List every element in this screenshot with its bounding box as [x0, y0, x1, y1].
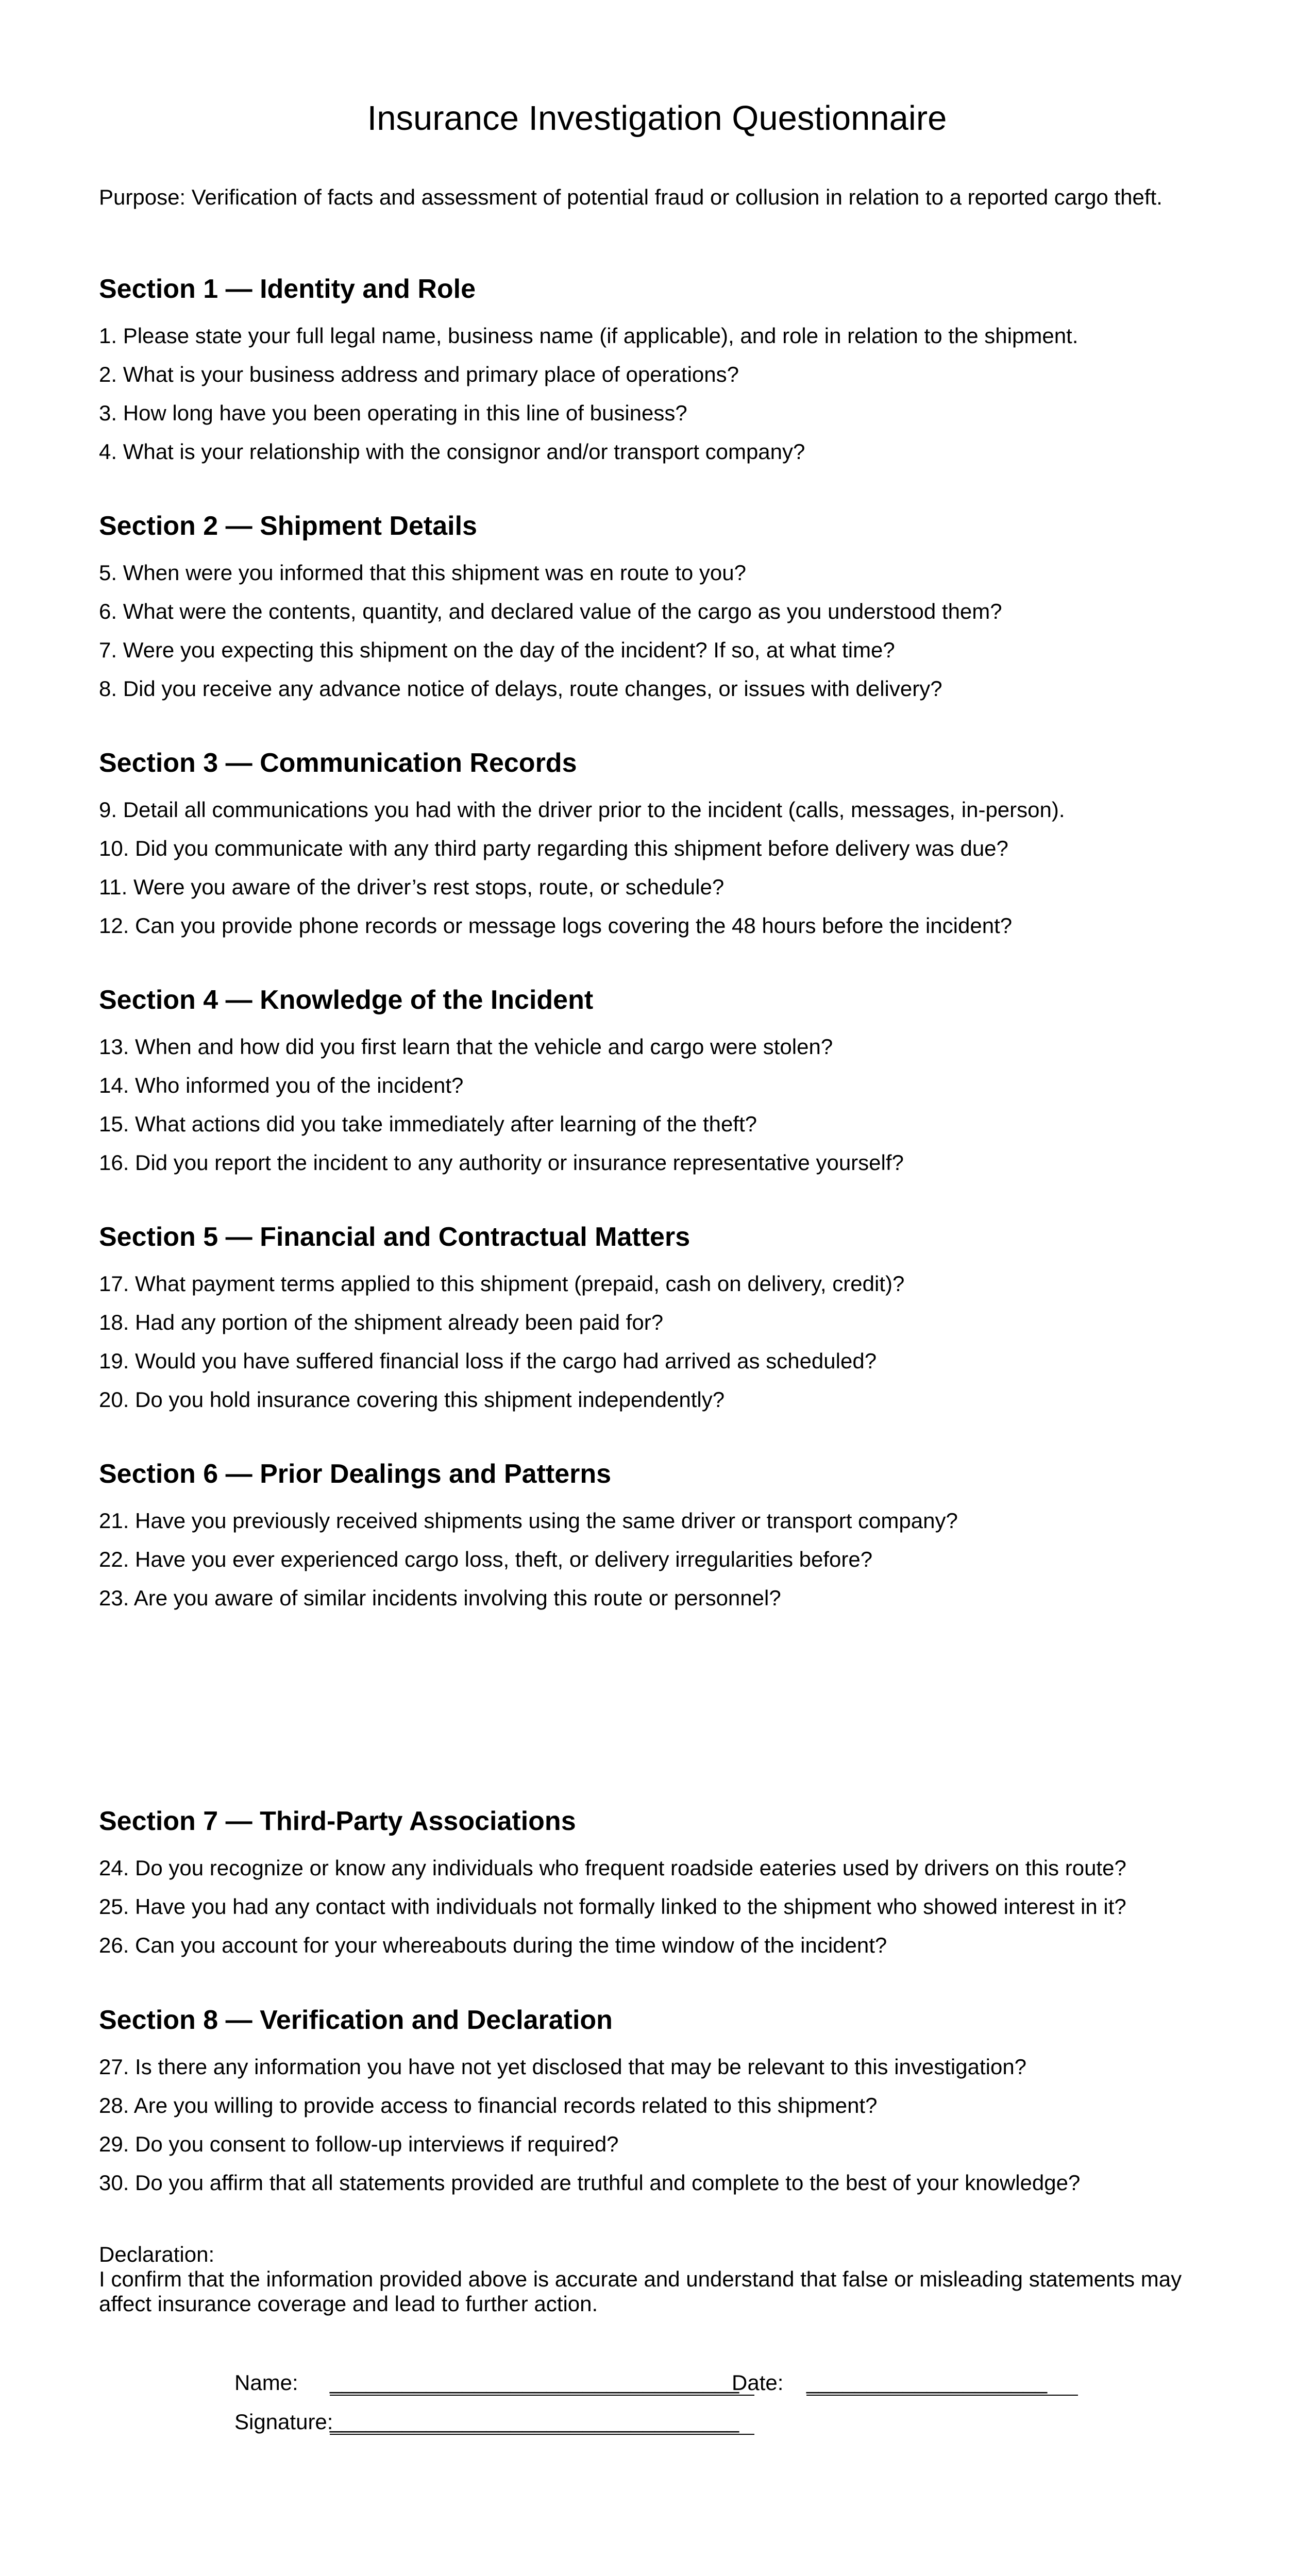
- question-item: 20. Do you hold insurance covering this shipment independently?: [99, 1387, 725, 1412]
- question-list: [99, 1027, 1217, 1182]
- signature-label: Signature:: [234, 2410, 333, 2434]
- question-list: [99, 2047, 1217, 2202]
- question-item: 9. Detail all communications you had with the driver prior to the incident (calls, messages, in-person).: [99, 798, 1065, 822]
- name-field[interactable]: __________________________________: [330, 2369, 754, 2396]
- question-item: 26. Can you account for your whereabouts during the time window of the incident?: [99, 1933, 887, 1958]
- question-item: 29. Do you consent to follow-up interviews if required?: [99, 2132, 619, 2157]
- question-item: 15. What actions did you take immediately after learning of the theft?: [99, 1112, 757, 1137]
- question-item: 16. Did you report the incident to any authority or insurance representative yourself?: [99, 1150, 904, 1175]
- question-item: 24. Do you recognize or know any individuals who frequent roadside eateries used by drivers on this route?: [99, 1856, 1126, 1880]
- section-heading: Section 3 — Communication Records: [99, 748, 577, 778]
- document-title: Insurance Investigation Questionnaire: [367, 99, 947, 138]
- question-list: [99, 790, 1217, 945]
- section-prior-dealings: [99, 1458, 1217, 1617]
- question-item: 17. What payment terms applied to this shipment (prepaid, cash on delivery, credit)?: [99, 1272, 905, 1296]
- question-item: 25. Have you had any contact with individuals not formally linked to the shipment who showed interest in it?: [99, 1894, 1126, 1919]
- section-knowledge-of-incident: [99, 984, 1217, 1182]
- question-list: [99, 553, 1217, 708]
- question-item: 28. Are you willing to provide access to financial records related to this shipment?: [99, 2093, 878, 2118]
- question-item: 22. Have you ever experienced cargo loss, theft, or delivery irregularities before?: [99, 1547, 873, 1572]
- section-shipment-details: [99, 510, 1217, 708]
- section-identity-and-role: [99, 273, 1217, 471]
- question-item: 27. Is there any information you have not yet disclosed that may be relevant to this investigation?: [99, 2055, 1027, 2079]
- question-item: 19. Would you have suffered financial loss if the cargo had arrived as scheduled?: [99, 1349, 877, 1374]
- question-item: 2. What is your business address and primary place of operations?: [99, 362, 739, 387]
- section-heading: Section 6 — Prior Dealings and Patterns: [99, 1459, 612, 1489]
- declaration-block: [99, 2242, 1217, 2316]
- section-heading: Section 4 — Knowledge of the Incident: [99, 985, 594, 1015]
- question-item: 30. Do you affirm that all statements provided are truthful and complete to the best of your knowledge?: [99, 2171, 1081, 2195]
- declaration-text: I confirm that the information provided above is accurate and understand that false or misleading statements may affect insurance coverage and lead to further action.: [99, 2267, 1182, 2316]
- section-heading: Section 2 — Shipment Details: [99, 511, 477, 541]
- signature-field[interactable]: __________________________________: [330, 2408, 754, 2435]
- question-list: [99, 1501, 1217, 1617]
- section-heading: Section 5 — Financial and Contractual Matters: [99, 1222, 690, 1252]
- question-list: [99, 316, 1217, 471]
- purpose-statement: Purpose: Verification of facts and assessment of potential fraud or collusion in relation to a reported cargo theft.: [99, 185, 1163, 209]
- question-list: [99, 1264, 1217, 1419]
- question-item: 8. Did you receive any advance notice of delays, route changes, or issues with delivery?: [99, 676, 942, 701]
- question-item: 13. When and how did you first learn that the vehicle and cargo were stolen?: [99, 1035, 833, 1059]
- question-item: 10. Did you communicate with any third party regarding this shipment before delivery was due?: [99, 836, 1008, 861]
- section-third-party-associations: [99, 1805, 1217, 1964]
- question-list: [99, 1849, 1217, 1964]
- question-item: 7. Were you expecting this shipment on the day of the incident? If so, at what time?: [99, 638, 895, 663]
- question-item: 5. When were you informed that this shipment was en route to you?: [99, 561, 747, 585]
- question-item: 4. What is your relationship with the consignor and/or transport company?: [99, 439, 805, 464]
- question-item: 14. Who informed you of the incident?: [99, 1073, 464, 1098]
- question-item: 23. Are you aware of similar incidents involving this route or personnel?: [99, 1586, 781, 1611]
- question-item: 11. Were you aware of the driver’s rest stops, route, or schedule?: [99, 875, 725, 900]
- question-item: 12. Can you provide phone records or message logs covering the 48 hours before the incident?: [99, 913, 1013, 938]
- question-item: 18. Had any portion of the shipment already been paid for?: [99, 1310, 664, 1335]
- section-financial-contractual: [99, 1221, 1217, 1419]
- question-item: 21. Have you previously received shipments using the same driver or transport company?: [99, 1509, 958, 1533]
- section-heading: Section 7 — Third-Party Associations: [99, 1806, 576, 1836]
- name-label: Name:: [234, 2370, 298, 2395]
- section-heading: Section 8 — Verification and Declaration: [99, 2005, 613, 2035]
- question-item: 1. Please state your full legal name, business name (if applicable), and role in relation to the shipment.: [99, 324, 1079, 348]
- question-item: 6. What were the contents, quantity, and declared value of the cargo as you understood them?: [99, 599, 1002, 624]
- section-communication-records: [99, 747, 1217, 945]
- question-item: 3. How long have you been operating in this line of business?: [99, 401, 687, 426]
- date-label: Date:: [732, 2370, 784, 2395]
- date-field[interactable]: ____________________: [806, 2369, 1078, 2396]
- declaration-label: Declaration:: [99, 2242, 215, 2266]
- section-heading: Section 1 — Identity and Role: [99, 274, 476, 304]
- section-verification-declaration: [99, 2004, 1217, 2202]
